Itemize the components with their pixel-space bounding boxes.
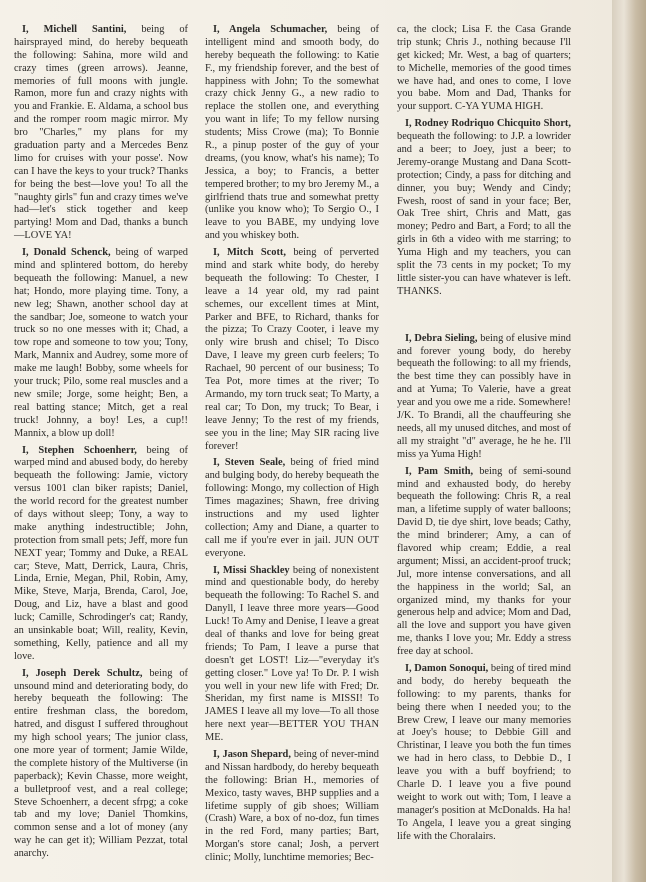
will-entry xyxy=(205,565,379,745)
entry-text: being of hairsprayed mind, do hereby bequeath the following: Sahina, more wild and crazy times (green arrows). Jeanne, memories of full moons with jungle. Ramon, more fun and crazy nights with you and Frankie. E. Aldama, a school bus and the romper room magic mirror. My bro "Charles," my plans for my graduation party and a Mercedes Benz limo for cruises with your posse'. Now can I have the keys to your truck? Thanks for being the best—love you! To all the "naughty girls" fun and crazy times we've had—let's stick together and keep partying! Mom and Dad, thanks a bunch—LOVE YA! xyxy=(14,24,188,242)
entry-text: ca, the clock; Lisa F. the Casa Grande trip stunk; Chris J., nothing because I'll get kicked; Mr. West, a bag of quarters; to Michelle, memories of the good times we have had, and ones to come, I love you babe. Mom and Dad, Thanks for your support. C-YA YUMA HIGH. xyxy=(397,24,571,113)
column-2 xyxy=(205,24,379,869)
entry-name: I, Joseph Derek Schultz, xyxy=(22,667,143,679)
will-entry xyxy=(205,749,379,865)
will-entry xyxy=(14,445,188,664)
will-entry xyxy=(397,118,571,298)
entry-text: being of warped mind and abused body, do hereby bequeath the following: Jamie, victory versus 1001 clan biker rapists; Daniel, the world record for the greatest number of days without sleep; Tony, a way to make anything indestructible; John, protection from small pets; Jeff, more fun NEXT year; Tommy and Duke, a REAL car; Steve, Matt, Derrick, Laura, Chris, Linda, Ernie, Megan, Phil, Robin, Amy, Mike, Steve, Marja, Brenda, Carol, Joe, Doug, and Liz, have a blast and good luck; Camille, Schrodinger's cat; Randy, an unsinkable boat; Will, reality, Kevin, something, Kelly, patience and all my love. xyxy=(14,444,188,662)
entry-text: being of tired mind and body, do hereby bequeath the following: to my parents, thanks for being there when I needed you; to the Brew Crew, I leave our many memories at Joey's house; to Debbie Gill and Christinar, I leave you both the fun times we had in hero class, to Debbie D., I leave you with a buff boyfriend; to Charle D. I leave you a five pound weight to work out with; Tom, I leave a manager's position at McDonalds. Ha ha! To Angela, I leave you a great singing life with the Choralairs. xyxy=(397,662,572,842)
will-entry xyxy=(205,457,379,560)
entry-text: being of intelligent mind and smooth body, do hereby bequeath the following: to Katie F., my friendship forever, and the best of happiness with John; To the somewhat crazy chick Jenny G., a new radio to replace the stollen one, and everything you want in life; To my fellow nursing students; Miss Crowe (ma); To Bonnie R., a pinup poster of the guy of your dreams, (you know, what's his name); To Jessica, a boy; to Francis, a better tempered brother; to my bro Jeremy M., a girlfriend thats true and somewhat pretty (unlike you know who); To Sergio O., I leave to you BABE, my undying love and you whiskey both. xyxy=(205,24,379,242)
entry-name: I, Rodney Rodriquo Chicquito Short, xyxy=(405,118,571,130)
entry-name: I, Steven Seale, xyxy=(213,457,286,469)
will-entry xyxy=(14,24,188,243)
entry-name: I, Donald Schenck, xyxy=(22,247,111,259)
will-entry xyxy=(14,247,188,440)
entry-text: being of elusive mind and forever young body, do hereby bequeath the following: to all my friends, the best time they can possibly have in and at Yuma; To Valerie, have a great year and you owe me a ride. Somewhere! J/K. To Brandi, all the chauffeuring she needs, all my unused ditches, and most of all my straight "d" average, he he he. I'll miss ya Yuma High! xyxy=(397,332,571,460)
entry-text: being of unsound mind and deteriorating body, do hereby bequeath the following: The entire freshman class, the boredom, hatred, and disgust I suffered throughout my high school years; The junior class, one more year of torment; Jamie Wilde, the complete history of the Multiverse (in paperback); Kevin Chasse, more weight, a bulletproof vest, and a real college; Steve Schoenherr, a decent sfrpg; a coke tab and my love; Daniel Thomkins, common sense and a lot of money (any way he can get it); William Pezzat, total anarchy. xyxy=(14,667,188,860)
will-entry xyxy=(397,663,571,843)
page-edge-shadow xyxy=(612,0,646,882)
entry-name: I, Michell Santini, xyxy=(22,24,127,35)
will-entry xyxy=(14,668,188,861)
entry-text: being of nonexistent mind and questionable body, do hereby bequeath the following: To Rachel S. and Danyll, I leave three more years—Good Luck! To Amy and Denise, I leave a great deal of thanks and love for being great friends; To Pam, I leave a purse that doesn't get LOST! Liz—"everyday it's getting closer." Love ya! To Dr. P. I wish you well in your new life with Fred; Dr. Sheridan, my first name is MISSI! To JAMES I leave all my love—To all those here next year—BETTER YOU THAN ME. xyxy=(205,564,379,744)
entry-name: I, Pam Smith, xyxy=(405,465,474,477)
entry-text: being of fried mind and bulging body, do hereby bequeath the following: Mongo, my collection of High Times magazines; Shawn, free driving instructions and my used lighter collection; Amy and Diane, a quarter to call me if you're ever in jail. JUN OUT everyone. xyxy=(205,457,379,559)
entry-text: being of never-mind and Nissan hardbody, do hereby bequeath the following: Brian H., memories of Mexico, tasty waves, BHP supplies and a lifetime supply of gib shoes; William (Crash) Ware, a box of no-doz, fun times in the red Ford, many parties; Bart, Morgan's store canal; Josh, a pervert clinic; Molly, lunchtime memories; Bec- xyxy=(205,748,379,864)
entry-name: I, Jason Shepard, xyxy=(213,748,291,760)
will-entry xyxy=(205,24,379,243)
will-entry xyxy=(397,466,571,659)
entry-name: I, Mitch Scott, xyxy=(213,247,286,259)
will-entry xyxy=(397,333,571,462)
will-entry-continued xyxy=(397,24,571,114)
entry-name: I, Debra Sieling, xyxy=(405,332,478,344)
column-gap xyxy=(397,303,571,333)
entry-text: bequeath the following: to J.P. a lowrider and a beer; to Joey, just a beer; to Jeremy-orange Mustang and Dana Scott-protection; Cindy, a pass for ditching and dinner, you buy; Wendy and Cindy; Fwesh, roost of sand in your face; Ber, Oak Tree shirt, Chris and Matt, gas money; Pedro and Bart, a Ford; to all the girls in 6th a video with me starring; to Yuma High and my teachers, you can split the 73 cents in my pocket; To my little sister-you can have whatever is left. THANKS. xyxy=(397,131,571,297)
column-3 xyxy=(397,24,571,847)
column-1 xyxy=(14,24,188,865)
entry-name: I, Angela Schumacher, xyxy=(213,24,328,35)
entry-name: I, Missi Shackley xyxy=(213,564,290,576)
entry-text: being of perverted mind and stark white body, do hereby bequeath the following: To Chester, I leave a 14 year old, my rad paint schemes, our excellent times at Mint, Parker and BFE, to Richard, thanks for the pizza; To Crazy Cooter, i leave my only wire brush and chisel; To Disco Dave, I leave my green curb feelers; To Rachael, 90 percent of our business; To Tea Pot, more times at the river; To Armando, my torn truck seat; To Marty, a real car; To Don, my truck; To Bear, i leave Jenny; To the rest of my friends, see you in the line; May SIR racing live forever! xyxy=(205,247,379,452)
entry-text: being of semi-sound mind and exhausted body, do hereby bequeath the following: Chris R, a real man, a lifetime supply of water balloons; David D, tie dye shirt, love beads; Cathy, the mind brinderer; Amy, a can of flavored whip cream; Eddie, a real argument; Missi, an accident-proof truck; Jul, more intense conversations, and all the happiness in the world; Sal, an organized mind, my thanks for your generous help and advice; Mom and Dad, all the love and support you have given me, thanks I love you; Mr. Eddy a stress free day at school. xyxy=(397,465,571,658)
entry-name: I, Damon Sonoqui, xyxy=(405,662,489,674)
will-entry xyxy=(205,247,379,453)
entry-name: I, Stephen Schoenherr, xyxy=(22,444,137,456)
entry-text: being of warped mind and splintered bottom, do hereby bequeath the following: Manuel, a new hat; Hondo, more playing time. Tony, a new leg; Shawn, another school day at the sandbar; Joe, someone to watch your truck so no one messes with it; Chad, a tow rope and someone to tow you; Tony, Mark, Mannix and Audrey, some more of make me laugh! Bobby, some wheels for your truck; Pilo, some real muscles and a new smile; Jorge, some height; Ben, a real batting stance; Mitch, get a real truck! Johnny, a boy! Les, a cup!! Mannix, a blow up doll! xyxy=(14,247,188,439)
